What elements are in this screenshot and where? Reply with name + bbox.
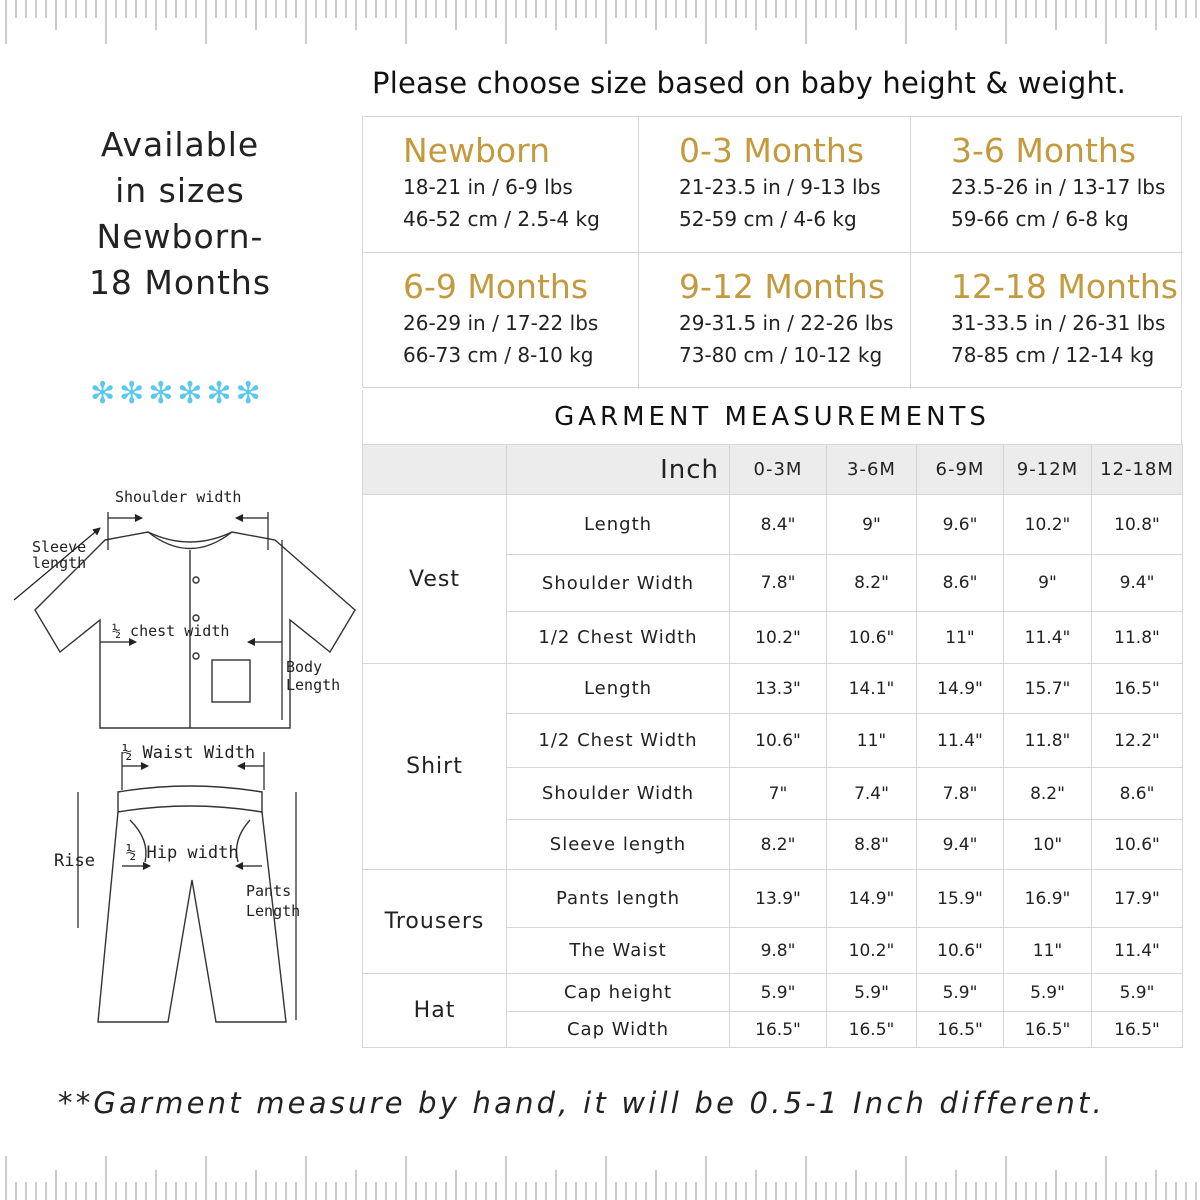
- measurement-value: 11.8": [1004, 714, 1092, 768]
- measurement-value: 7.4": [827, 768, 917, 820]
- measurement-value: 10.2": [1004, 495, 1092, 555]
- measurement-value: 8.8": [827, 820, 917, 870]
- label-body: Body: [286, 658, 323, 676]
- size-metric: 59-66 cm / 6-8 kg: [951, 207, 1129, 231]
- measurement-value: 11.4": [1092, 928, 1183, 974]
- measurement-label: Length: [507, 495, 730, 555]
- diagram-labels: [32, 488, 340, 920]
- measurement-value: 10": [1004, 820, 1092, 870]
- size-card-12-18m: [911, 253, 1183, 389]
- measurement-value: 16.5": [1092, 664, 1183, 714]
- measurement-label: Length: [507, 664, 730, 714]
- table-row: [363, 495, 1183, 555]
- table-header-row: [363, 445, 1183, 495]
- footer-note: **Garment measure by hand, it will be 0.5-1 Inch different.: [58, 1086, 1105, 1120]
- table-row: [363, 974, 1183, 1012]
- measurement-value: 10.6": [827, 612, 917, 664]
- measurement-label: The Waist: [507, 928, 730, 974]
- measurement-value: 14.9": [917, 664, 1004, 714]
- measurement-value: 11.4": [1004, 612, 1092, 664]
- label-sleeve: Sleeve: [32, 538, 87, 556]
- measurement-value: 8.2": [827, 555, 917, 612]
- measurement-value: 9": [827, 495, 917, 555]
- size-name: 6-9 Months: [403, 267, 589, 306]
- measurement-label: Pants length: [507, 870, 730, 928]
- measurement-value: 8.6": [917, 555, 1004, 612]
- measurement-value: 5.9": [730, 974, 827, 1012]
- measurement-value: 8.4": [730, 495, 827, 555]
- label-half-hip-width: ½ Hip width: [126, 843, 239, 863]
- measurement-value: 10.6": [917, 928, 1004, 974]
- measurement-value: 7.8": [730, 555, 827, 612]
- measurement-value: 16.5": [917, 1012, 1004, 1048]
- size-card-6-9m: [363, 253, 639, 389]
- header-empty-cell: [363, 445, 507, 495]
- table-row: [363, 870, 1183, 928]
- measurement-value: 9.8": [730, 928, 827, 974]
- ruler-bottom: [0, 1150, 1200, 1200]
- measurement-label: Shoulder Width: [507, 768, 730, 820]
- label-pants: Pants: [246, 882, 292, 900]
- size-name: 3-6 Months: [951, 131, 1137, 170]
- size-metric: 73-80 cm / 10-12 kg: [679, 343, 883, 367]
- availability-line: 18 Months: [88, 263, 272, 302]
- measurement-value: 14.1": [827, 664, 917, 714]
- size-imperial: 18-21 in / 6-9 lbs: [403, 175, 573, 199]
- size-grid: [362, 116, 1182, 388]
- availability-line: in sizes: [115, 171, 245, 210]
- column-header: 3-6M: [827, 445, 917, 495]
- size-card-9-12m: [639, 253, 911, 389]
- size-metric: 46-52 cm / 2.5-4 kg: [403, 207, 600, 231]
- measurement-value: 11": [917, 612, 1004, 664]
- size-name: Newborn: [403, 131, 551, 170]
- measurement-value: 7": [730, 768, 827, 820]
- availability-line: Available: [100, 125, 260, 164]
- column-header: 6-9M: [917, 445, 1004, 495]
- measurement-value: 8.6": [1092, 768, 1183, 820]
- measurement-value: 12.2": [1092, 714, 1183, 768]
- category-trousers: Trousers: [363, 870, 507, 974]
- measurement-label: 1/2 Chest Width: [507, 714, 730, 768]
- measurement-label: 1/2 Chest Width: [507, 612, 730, 664]
- label-body-length: Length: [286, 676, 341, 694]
- ruler-top: [0, 0, 1200, 50]
- measurement-label: Cap height: [507, 974, 730, 1012]
- measurement-value: 5.9": [827, 974, 917, 1012]
- measurement-value: 9.4": [917, 820, 1004, 870]
- size-card-3-6m: [911, 117, 1183, 253]
- column-header: 0-3M: [730, 445, 827, 495]
- measurement-value: 11.4": [917, 714, 1004, 768]
- measurement-value: 11": [1004, 928, 1092, 974]
- size-imperial: 21-23.5 in / 9-13 lbs: [679, 175, 881, 199]
- measurement-value: 16.5": [827, 1012, 917, 1048]
- measurement-value: 10.6": [1092, 820, 1183, 870]
- category-shirt: Shirt: [363, 664, 507, 870]
- measurement-label: Shoulder Width: [507, 555, 730, 612]
- availability-text: [70, 122, 290, 306]
- size-imperial: 29-31.5 in / 22-26 lbs: [679, 311, 894, 335]
- measurement-value: 7.8": [917, 768, 1004, 820]
- garment-diagram: [0, 480, 362, 1040]
- measurement-value: 11.8": [1092, 612, 1183, 664]
- measurement-value: 16.9": [1004, 870, 1092, 928]
- size-card-0-3m: [639, 117, 911, 253]
- label-shoulder-width: Shoulder width: [115, 488, 242, 506]
- size-card-newborn: [363, 117, 639, 253]
- measurement-value: 5.9": [1004, 974, 1092, 1012]
- measurement-value: 17.9": [1092, 870, 1183, 928]
- measurement-value: 5.9": [1092, 974, 1183, 1012]
- category-vest: Vest: [363, 495, 507, 664]
- size-imperial: 26-29 in / 17-22 lbs: [403, 311, 599, 335]
- measurement-value: 11": [827, 714, 917, 768]
- measurement-value: 8.2": [1004, 768, 1092, 820]
- measurement-value: 10.6": [730, 714, 827, 768]
- measurement-label: Sleeve length: [507, 820, 730, 870]
- size-name: 12-18 Months: [951, 267, 1179, 306]
- measurement-value: 10.2": [827, 928, 917, 974]
- measurement-value: 10.2": [730, 612, 827, 664]
- size-metric: 66-73 cm / 8-10 kg: [403, 343, 594, 367]
- measurement-value: 8.2": [730, 820, 827, 870]
- availability-line: Newborn-: [96, 217, 264, 256]
- table-row: [363, 664, 1183, 714]
- unit-label: Inch: [507, 445, 730, 495]
- category-hat: Hat: [363, 974, 507, 1048]
- size-imperial: 31-33.5 in / 26-31 lbs: [951, 311, 1166, 335]
- size-metric: 52-59 cm / 4-6 kg: [679, 207, 857, 231]
- measurement-value: 10.8": [1092, 495, 1183, 555]
- snowflake-stars-icon: ✻✻✻✻✻✻: [90, 376, 265, 411]
- column-header: 12-18M: [1092, 445, 1183, 495]
- measurement-value: 15.9": [917, 870, 1004, 928]
- column-header: 9-12M: [1004, 445, 1092, 495]
- measurement-value: 16.5": [1004, 1012, 1092, 1048]
- size-name: 9-12 Months: [679, 267, 886, 306]
- label-pants-length: Length: [246, 902, 301, 920]
- label-sleeve-length: length: [32, 554, 87, 572]
- measurement-value: 13.9": [730, 870, 827, 928]
- measurement-value: 16.5": [730, 1012, 827, 1048]
- size-metric: 78-85 cm / 12-14 kg: [951, 343, 1155, 367]
- measurement-value: 13.3": [730, 664, 827, 714]
- size-name: 0-3 Months: [679, 131, 865, 170]
- measurement-value: 15.7": [1004, 664, 1092, 714]
- measurement-value: 9.4": [1092, 555, 1183, 612]
- measurement-value: 9": [1004, 555, 1092, 612]
- garment-measurements-table: [362, 444, 1183, 1048]
- label-half-waist-width: ½ Waist Width: [122, 743, 256, 763]
- garment-measurements-title: GARMENT MEASUREMENTS: [362, 390, 1182, 444]
- measurement-value: 9.6": [917, 495, 1004, 555]
- size-imperial: 23.5-26 in / 13-17 lbs: [951, 175, 1166, 199]
- measurement-label: Cap Width: [507, 1012, 730, 1048]
- measurement-value: 5.9": [917, 974, 1004, 1012]
- label-rise: Rise: [54, 851, 95, 871]
- measurement-value: 14.9": [827, 870, 917, 928]
- measurement-value: 16.5": [1092, 1012, 1183, 1048]
- headline: Please choose size based on baby height & weight.: [372, 66, 1127, 100]
- label-half-chest-width: ½ chest width: [112, 622, 230, 640]
